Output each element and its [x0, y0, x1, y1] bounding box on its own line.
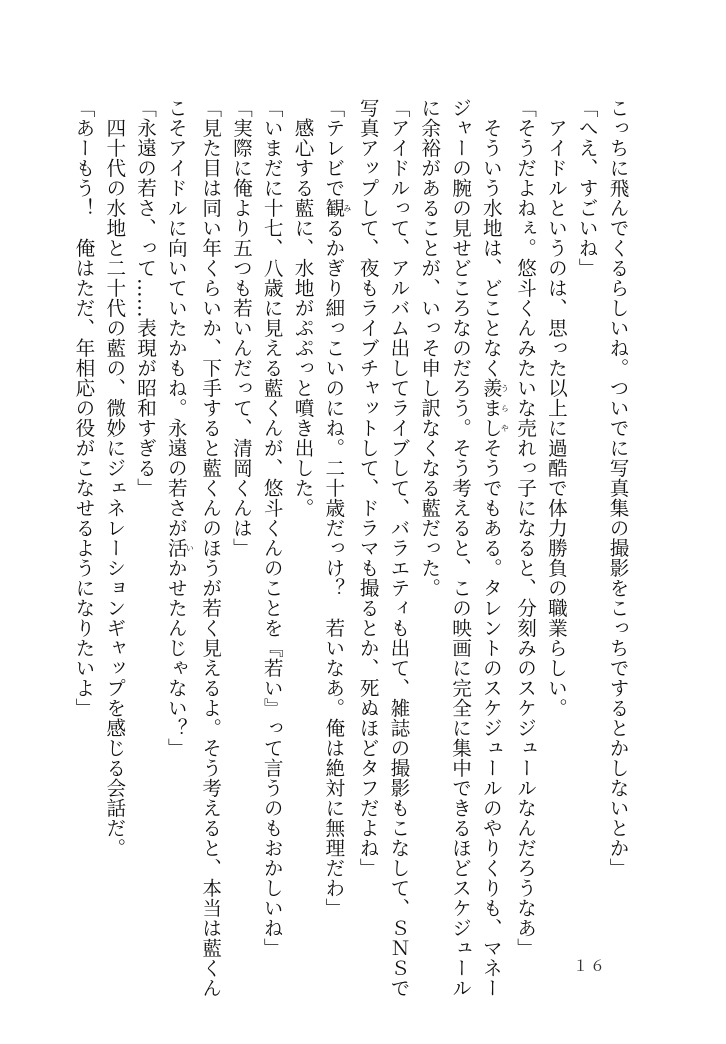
text-line: に余裕があることが、いっそ申し訳なくなる藍だった。 — [417, 98, 441, 598]
ruby-base: 観 — [321, 198, 345, 218]
text-line: 「そうだよねぇ。悠斗くんみたいな売れっ子になると、分刻みのスケジュールなんだろうなあ」 — [513, 98, 537, 958]
text-segment: こそアイドルに向いていたかもね。永遠の若さが — [164, 98, 188, 538]
text-line: こっちに飛んでくるらしいね。ついでに写真集の撮影をこっちでするとかしないとか」 — [606, 98, 629, 878]
ruby-reading: み — [342, 198, 352, 218]
text-segment: そうでもある。タレントのスケジュールのやりくりも、マネー — [479, 438, 503, 998]
text-segment: そういう水地は、どことなく — [479, 98, 503, 378]
text-line: 「アイドルって、アルバム出してライブして、バラエティも出て、雑誌の撮影もこなして、ＳＮＳで — [386, 98, 410, 998]
text-line: 「永遠の若さ、って……表現が昭和すぎる」 — [133, 98, 157, 498]
text-line: 「あーもう！ 俺はただ、年相応の役がこなせるようになりたいよ」 — [71, 98, 95, 718]
ruby-base: 羨まし — [479, 378, 503, 438]
text-line: 写真アップして、夜もライブチャットして、ドラマも撮るとか、死ぬほどタフだよね」 — [356, 98, 380, 878]
text-segment: るかぎり細っこいのにね。二十歳だっけ？ 若いなあ。俺は絶対に無理だわ」 — [321, 218, 345, 918]
text-line: 感心する藍に、水地がぷぷっと噴き出した。 — [291, 98, 315, 518]
page-number: １６ — [573, 957, 608, 975]
text-line: 「いまだに十七、八歳に見える藍くんが、悠斗くんのことを『若い』って言うのもおかしいね」 — [260, 98, 284, 958]
ruby-word — [479, 378, 510, 438]
ruby-word — [321, 198, 352, 218]
ruby-word — [164, 538, 195, 558]
text-line: 「へえ、すごいね」 — [575, 98, 599, 278]
text-segment: 「テレビで — [321, 98, 345, 198]
text-line: 「実際に俺より五つも若いんだって、清岡くんは」 — [229, 98, 253, 558]
ruby-base: 活 — [164, 538, 188, 558]
text-line — [160, 98, 194, 878]
ruby-reading: うらや — [500, 378, 510, 438]
text-segment: かせたんじゃない？」 — [164, 558, 188, 758]
text-line — [475, 98, 510, 998]
ruby-reading: い — [185, 538, 195, 558]
text-line: ジャーの腕の見せどころなのだろう。そう考えると、この映画に完全に集中できるほどスケジュール — [448, 98, 472, 998]
text-line: 四十代の水地と二十代の藍の、微妙にジェネレーションギャップを感じる会話だ。 — [102, 98, 126, 858]
text-line: アイドルというのは、思った以上に過酷で体力勝負の職業らしい。 — [544, 98, 568, 718]
text-line — [317, 98, 352, 918]
text-line: 「見た目は同い年くらいか、下手すると藍くんのほうが若く見えるよ。そう考えると、本当は藍くん — [198, 98, 222, 998]
